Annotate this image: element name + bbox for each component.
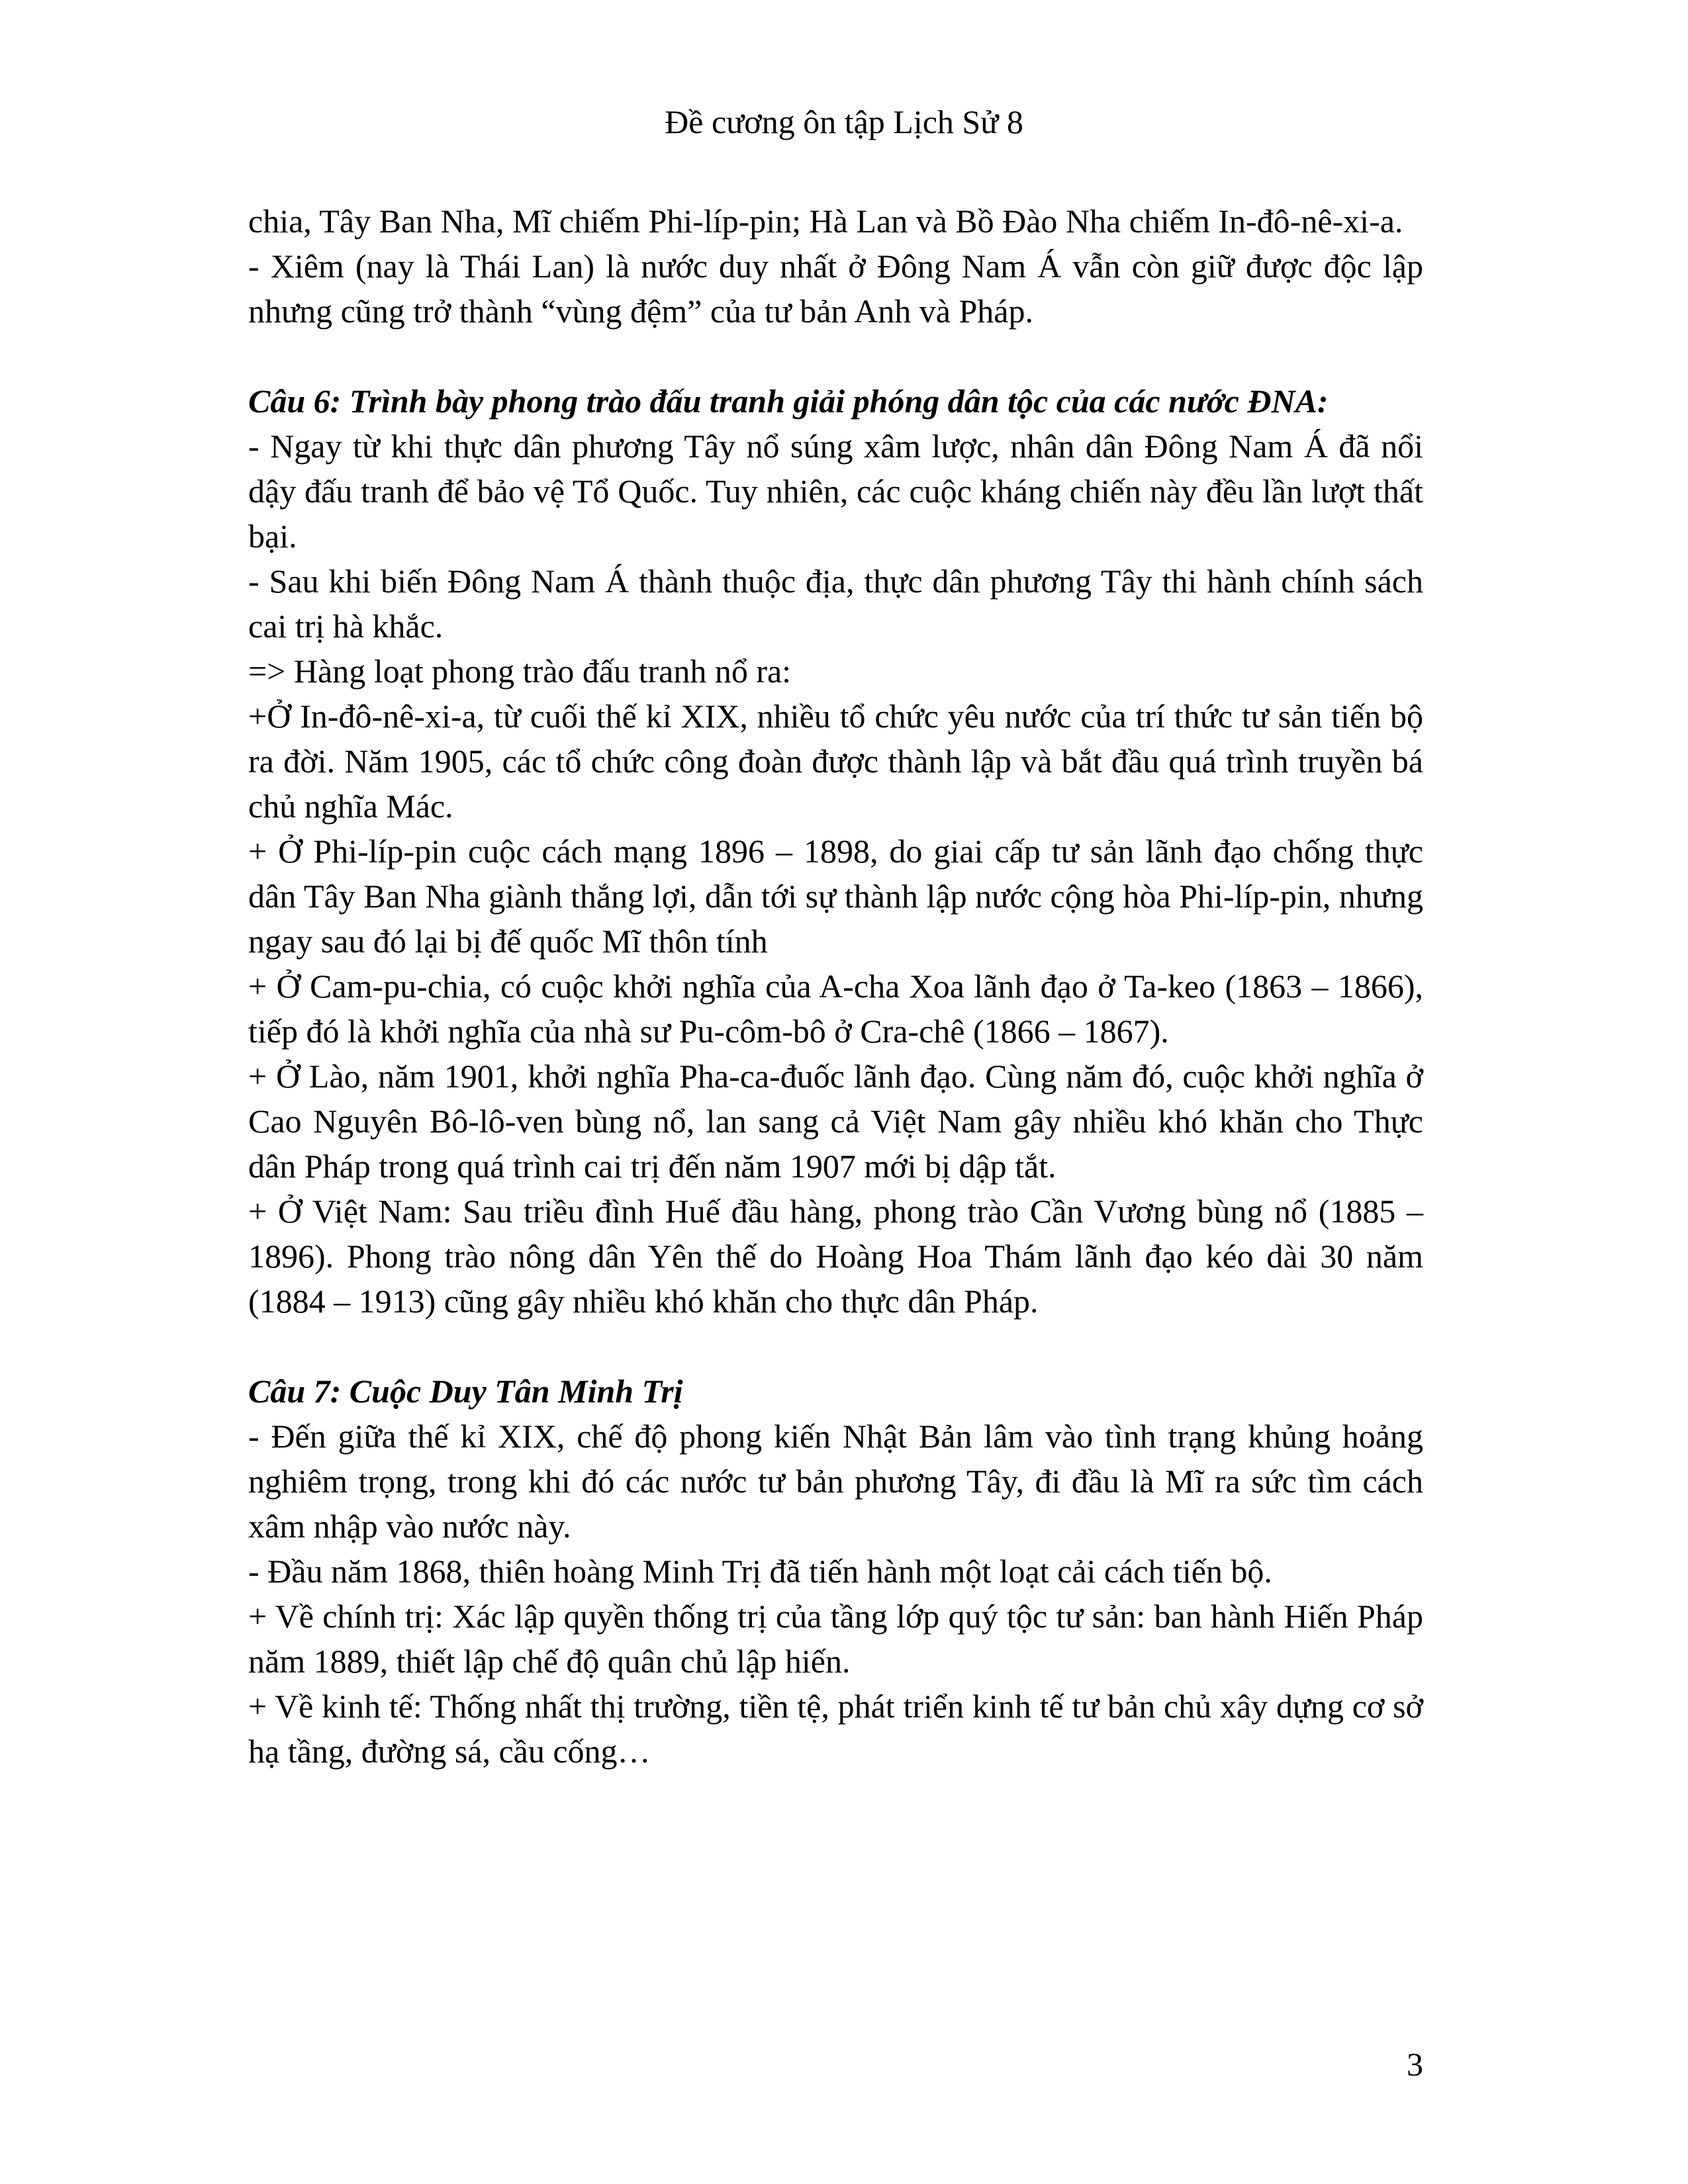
paragraph: => Hàng loạt phong trào đấu tranh nổ ra: — [248, 653, 792, 690]
paragraph: - Ngay từ khi thực dân phương Tây nổ súng xâm lược, nhân dân Đông Nam Á đã nổi dậy đấu tranh để bảo vệ Tổ Quốc. Tuy nhiên, các cuộc kháng chiến này đều lần lượt thất bại. — [248, 428, 1423, 555]
section-heading-cau-6: Câu 6: Trình bày phong trào đấu tranh giải phóng dân tộc của các nước ĐNA: — [248, 383, 1329, 420]
page-number: 3 — [1407, 2046, 1423, 2083]
paragraph: +Ở In-đô-nê-xi-a, từ cuối thế kỉ XIX, nhiều tổ chức yêu nước của trí thức tư sản tiến bộ ra đời. Năm 1905, các tổ chức công đoàn được thành lập và bắt đầu quá trình truyền bá chủ nghĩa Mác. — [248, 698, 1423, 825]
paragraph: + Ở Lào, năm 1901, khởi nghĩa Pha-ca-đuốc lãnh đạo. Cùng năm đó, cuộc khởi nghĩa ở Cao Nguyên Bô-lô-ven bùng nổ, lan sang cả Việt Nam gây nhiều khó khăn cho Thực dân Pháp trong quá trình cai trị đến năm 1907 mới bị dập tắt. — [248, 1058, 1423, 1185]
paragraph: - Xiêm (nay là Thái Lan) là nước duy nhất ở Đông Nam Á vẫn còn giữ được độc lập nhưng cũng trở thành “vùng đệm” của tư bản Anh và Pháp. — [248, 248, 1423, 330]
page-content — [248, 199, 1423, 1774]
paragraph: - Sau khi biến Đông Nam Á thành thuộc địa, thực dân phương Tây thi hành chính sách cai trị hà khắc. — [248, 563, 1423, 645]
paragraph: chia, Tây Ban Nha, Mĩ chiếm Phi-líp-pin; Hà Lan và Bồ Đào Nha chiếm In-đô-nê-xi-a. — [248, 203, 1403, 240]
paragraph: + Ở Việt Nam: Sau triều đình Huế đầu hàng, phong trào Cần Vương bùng nổ (1885 – 1896). Phong trào nông dân Yên thế do Hoàng Hoa Thám lãnh đạo kéo dài 30 năm (1884 – 1913) cũng gây nhiều khó khăn cho thực dân Pháp. — [248, 1193, 1423, 1320]
paragraph: + Ở Cam-pu-chia, có cuộc khởi nghĩa của A-cha Xoa lãnh đạo ở Ta-keo (1863 – 1866), tiếp đó là khởi nghĩa của nhà sư Pu-côm-bô ở Cra-chê (1866 – 1867). — [248, 968, 1423, 1050]
paragraph: + Ở Phi-líp-pin cuộc cách mạng 1896 – 1898, do giai cấp tư sản lãnh đạo chống thực dân Tây Ban Nha giành thắng lợi, dẫn tới sự thành lập nước cộng hòa Phi-líp-pin, nhưng ngay sau đó lại bị đế quốc Mĩ thôn tính — [248, 833, 1423, 960]
page-header: Đề cương ôn tập Lịch Sử 8 — [665, 103, 1023, 140]
paragraph: - Đầu năm 1868, thiên hoàng Minh Trị đã tiến hành một loạt cải cách tiến bộ. — [248, 1553, 1272, 1590]
paragraph: - Đến giữa thế kỉ XIX, chế độ phong kiến Nhật Bản lâm vào tình trạng khủng hoảng nghiêm trọng, trong khi đó các nước tư bản phương Tây, đi đầu là Mĩ ra sức tìm cách xâm nhập vào nước này. — [248, 1418, 1423, 1545]
section-heading-cau-7: Câu 7: Cuộc Duy Tân Minh Trị — [248, 1373, 683, 1410]
paragraph: + Về kinh tế: Thống nhất thị trường, tiền tệ, phát triển kinh tế tư bản chủ xây dựng cơ sở hạ tầng, đường sá, cầu cống… — [248, 1688, 1423, 1770]
paragraph: + Về chính trị: Xác lập quyền thống trị của tầng lớp quý tộc tư sản: ban hành Hiến Pháp năm 1889, thiết lập chế độ quân chủ lập hiến. — [248, 1598, 1423, 1680]
